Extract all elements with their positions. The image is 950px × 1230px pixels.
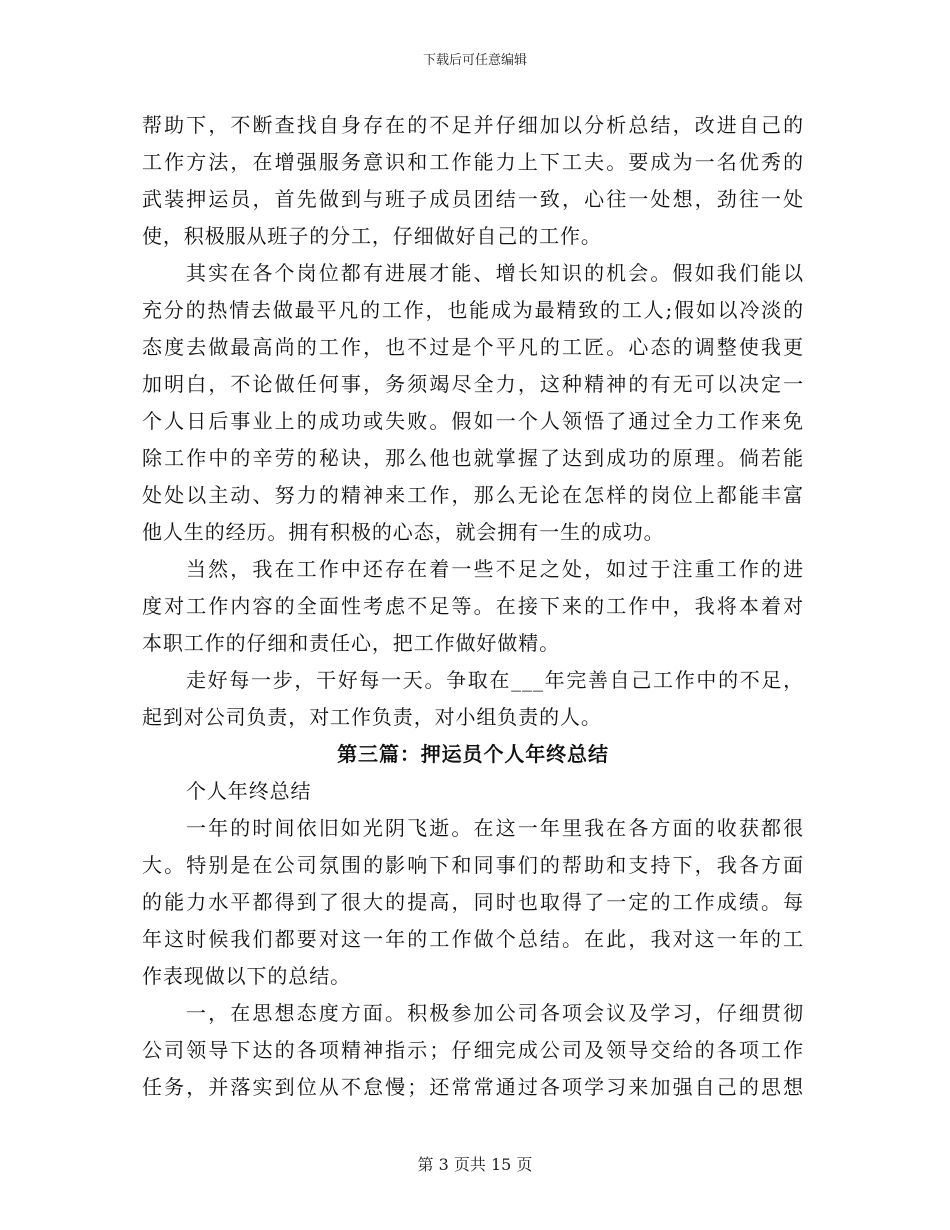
paragraph-line: 加明白，不论做任何事，务须竭尽全力，这种精神的有无可以决定一 xyxy=(142,372,804,396)
paragraph-line: 的能力水平都得到了很大的提高，同时也取得了一定的工作成绩。每 xyxy=(142,890,804,914)
paragraph-line: 态度去做最高尚的工作，也不过是个平凡的工匠。心态的调整使我更 xyxy=(142,335,804,359)
paragraph-line: 一年的时间依旧如光阴飞逝。在这一年里我在各方面的收获都很 xyxy=(186,816,804,840)
paragraph-line: 工作方法，在增强服务意识和工作能力上下工夫。要成为一名优秀的 xyxy=(142,150,804,174)
paragraph-line: 度对工作内容的全面性考虑不足等。在接下来的工作中，我将本着对 xyxy=(142,594,804,618)
paragraph-line: 充分的热情去做最平凡的工作，也能成为最精致的工人;假如以冷淡的 xyxy=(142,298,804,322)
paragraph-line: 武装押运员，首先做到与班子成员团结一致，心往一处想，劲往一处 xyxy=(142,187,804,211)
paragraph-line: 任务，并落实到位从不怠慢；还常常通过各项学习来加强自己的思想 xyxy=(142,1075,804,1099)
paragraph-line: 除工作中的辛劳的秘诀，那么他也就掌握了达到成功的原理。倘若能 xyxy=(142,446,804,470)
paragraph-line: 帮助下，不断查找自身存在的不足并仔细加以分析总结，改进自己的 xyxy=(142,113,804,137)
paragraph-line: 作表现做以下的总结。 xyxy=(142,964,351,988)
section-heading: 第三篇：押运员个人年终总结 xyxy=(337,742,609,766)
paragraph-line: 年这时候我们都要对这一年的工作做个总结。在此，我对这一年的工 xyxy=(142,927,804,951)
page-footer: 第 3 页共 15 页 xyxy=(417,1155,533,1174)
subheading-line: 个人年终总结 xyxy=(186,779,312,803)
document-body xyxy=(142,107,804,1106)
paragraph-line: 起到对公司负责，对工作负责，对小组负责的人。 xyxy=(142,705,602,729)
paragraph-line: 其实在各个岗位都有进展才能、增长知识的机会。假如我们能以 xyxy=(186,261,804,285)
paragraph-line: 大。特别是在公司氛围的影响下和同事们的帮助和支持下，我各方面 xyxy=(142,853,804,877)
paragraph-line: 一，在思想态度方面。积极参加公司各项会议及学习，仔细贯彻 xyxy=(186,1001,804,1025)
paragraph-line: 使，积极服从班子的分工，仔细做好自己的工作。 xyxy=(142,224,602,248)
paragraph-line: 本职工作的仔细和责任心，把工作做好做精。 xyxy=(142,631,560,655)
paragraph-line: 公司领导下达的各项精神指示；仔细完成公司及领导交给的各项工作 xyxy=(142,1038,804,1062)
paragraph-line: 他人生的经历。拥有积极的心态，就会拥有一生的成功。 xyxy=(142,520,665,544)
page-header: 下载后可任意编辑 xyxy=(422,53,527,68)
paragraph-line: 处处以主动、努力的精神来工作，那么无论在怎样的岗位上都能丰富 xyxy=(142,483,804,507)
paragraph-line: 走好每一步，干好每一天。争取在___年完善自己工作中的不足， xyxy=(186,668,804,692)
paragraph-line: 当然，我在工作中还存在着一些不足之处，如过于注重工作的进 xyxy=(186,557,804,581)
paragraph-line: 个人日后事业上的成功或失败。假如一个人领悟了通过全力工作来免 xyxy=(142,409,804,433)
